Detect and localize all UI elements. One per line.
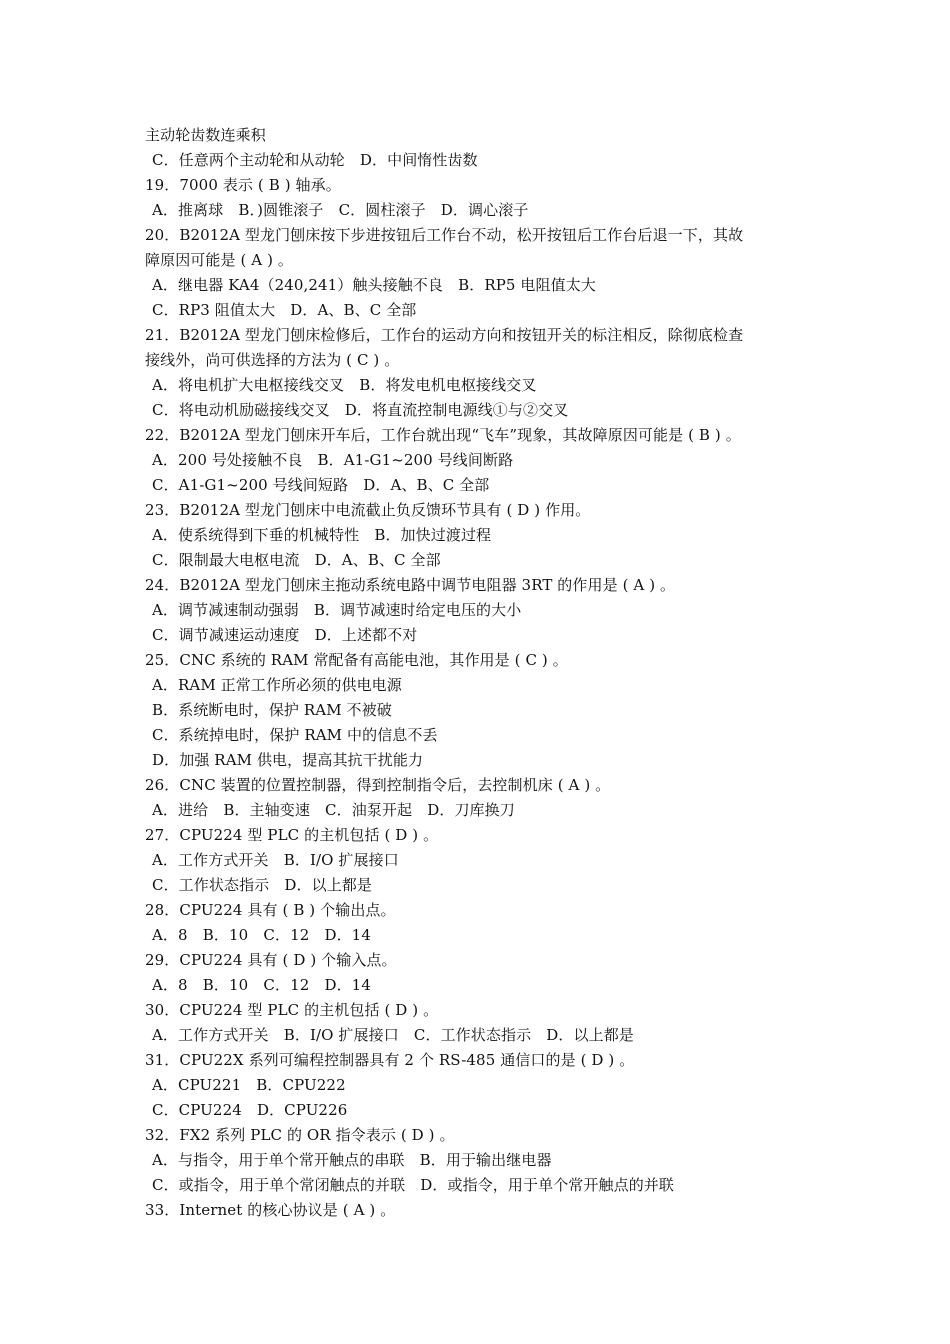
question-line: 33．Internet 的核心协议是 ( A ) 。 <box>145 1201 396 1219</box>
question-line: 24．B2012A 型龙门刨床主拖动系统电路中调节电阻器 3RT 的作用是 ( A ) 。 <box>145 576 676 594</box>
options-line: C．将电动机励磁接线交叉 D．将直流控制电源线①与②交叉 <box>152 401 569 419</box>
question-line: 19．7000 表示 ( B ) 轴承。 <box>145 176 341 194</box>
options-line: C．系统掉电时，保护 RAM 中的信息不丢 <box>152 726 438 744</box>
options-line: A．将电机扩大电枢接线交叉 B．将发电机电枢接线交叉 <box>152 376 537 394</box>
options-line: C．RP3 阻值太大 D．A、B、C 全部 <box>152 301 417 319</box>
question-line: 26．CNC 装置的位置控制器，得到控制指令后，去控制机床 ( A ) 。 <box>145 776 611 794</box>
continuation-line: 障原因可能是 ( A ) 。 <box>145 251 294 269</box>
options-line: A．8 B．10 C．12 D．14 <box>152 976 371 994</box>
options-line: B．系统断电时，保护 RAM 不被破 <box>152 701 392 719</box>
options-line: A．工作方式开关 B．I/O 扩展接口 C．工作状态指示 D．以上都是 <box>152 1026 634 1044</box>
options-line: C．工作状态指示 D．以上都是 <box>152 876 373 894</box>
options-line: C．CPU224 D．CPU226 <box>152 1101 348 1119</box>
options-line: A．200 号处接触不良 B．A1-G1~200 号线间断路 <box>152 451 514 469</box>
question-line: 25．CNC 系统的 RAM 常配备有高能电池，其作用是 ( C ) 。 <box>145 651 568 669</box>
question-line: 32．FX2 系列 PLC 的 OR 指令表示 ( D ) 。 <box>145 1126 455 1144</box>
options-line: A．工作方式开关 B．I/O 扩展接口 <box>152 851 399 869</box>
question-line: 22．B2012A 型龙门刨床开车后，工作台就出现“飞车”现象，其故障原因可能是 ( B ) 。 <box>145 426 741 444</box>
options-line: D．加强 RAM 供电，提高其抗干扰能力 <box>152 751 424 769</box>
question-line: 29．CPU224 具有 ( D ) 个输入点。 <box>145 951 397 969</box>
question-line: 20．B2012A 型龙门刨床按下步进按钮后工作台不动，松开按钮后工作台后退一下，其故 <box>145 226 744 244</box>
options-line: A．调节减速制动强弱 B．调节减速时给定电压的大小 <box>152 601 522 619</box>
options-line: A．进给 B．主轴变速 C．油泵开起 D．刀库换刀 <box>152 801 515 819</box>
options-line: A．RAM 正常工作所必须的供电电源 <box>152 676 402 694</box>
options-line: C．调节减速运动速度 D．上述都不对 <box>152 626 418 644</box>
options-line: C．限制最大电枢电流 D．A、B、C 全部 <box>152 551 441 569</box>
continuation-line: 接线外，尚可供选择的方法为 ( C ) 。 <box>145 351 400 369</box>
options-line: A．CPU221 B．CPU222 <box>152 1076 346 1094</box>
options-line: A．推离球 B．)圆锥滚子 C．圆柱滚子 D．调心滚子 <box>152 201 529 219</box>
question-line: 28．CPU224 具有 ( B ) 个输出点。 <box>145 901 396 919</box>
options-line: C．或指令，用于单个常闭触点的并联 D．或指令，用于单个常开触点的并联 <box>152 1176 675 1194</box>
options-line: C．A1-G1~200 号线间短路 D．A、B、C 全部 <box>152 476 490 494</box>
question-line: 23．B2012A 型龙门刨床中电流截止负反馈环节具有 ( D ) 作用。 <box>145 501 591 519</box>
question-line: 27．CPU224 型 PLC 的主机包括 ( D ) 。 <box>145 826 439 844</box>
document-body <box>145 123 825 1223</box>
options-line: A．继电器 KA4（240,241）触头接触不良 B．RP5 电阻值太大 <box>152 276 596 294</box>
options-line: C．任意两个主动轮和从动轮 D．中间惰性齿数 <box>152 151 478 169</box>
options-line: A．8 B．10 C．12 D．14 <box>152 926 371 944</box>
continuation-line: 主动轮齿数连乘积 <box>145 126 266 144</box>
question-line: 21．B2012A 型龙门刨床检修后，工作台的运动方向和按钮开关的标注相反，除彻底检查 <box>145 326 744 344</box>
question-line: 31．CPU22X 系列可编程控制器具有 2 个 RS-485 通信口的是 ( D ) 。 <box>145 1051 635 1069</box>
options-line: A．使系统得到下垂的机械特性 B．加快过渡过程 <box>152 526 492 544</box>
question-line: 30．CPU224 型 PLC 的主机包括 ( D ) 。 <box>145 1001 439 1019</box>
options-line: A．与指令，用于单个常开触点的串联 B．用于输出继电器 <box>152 1151 552 1169</box>
